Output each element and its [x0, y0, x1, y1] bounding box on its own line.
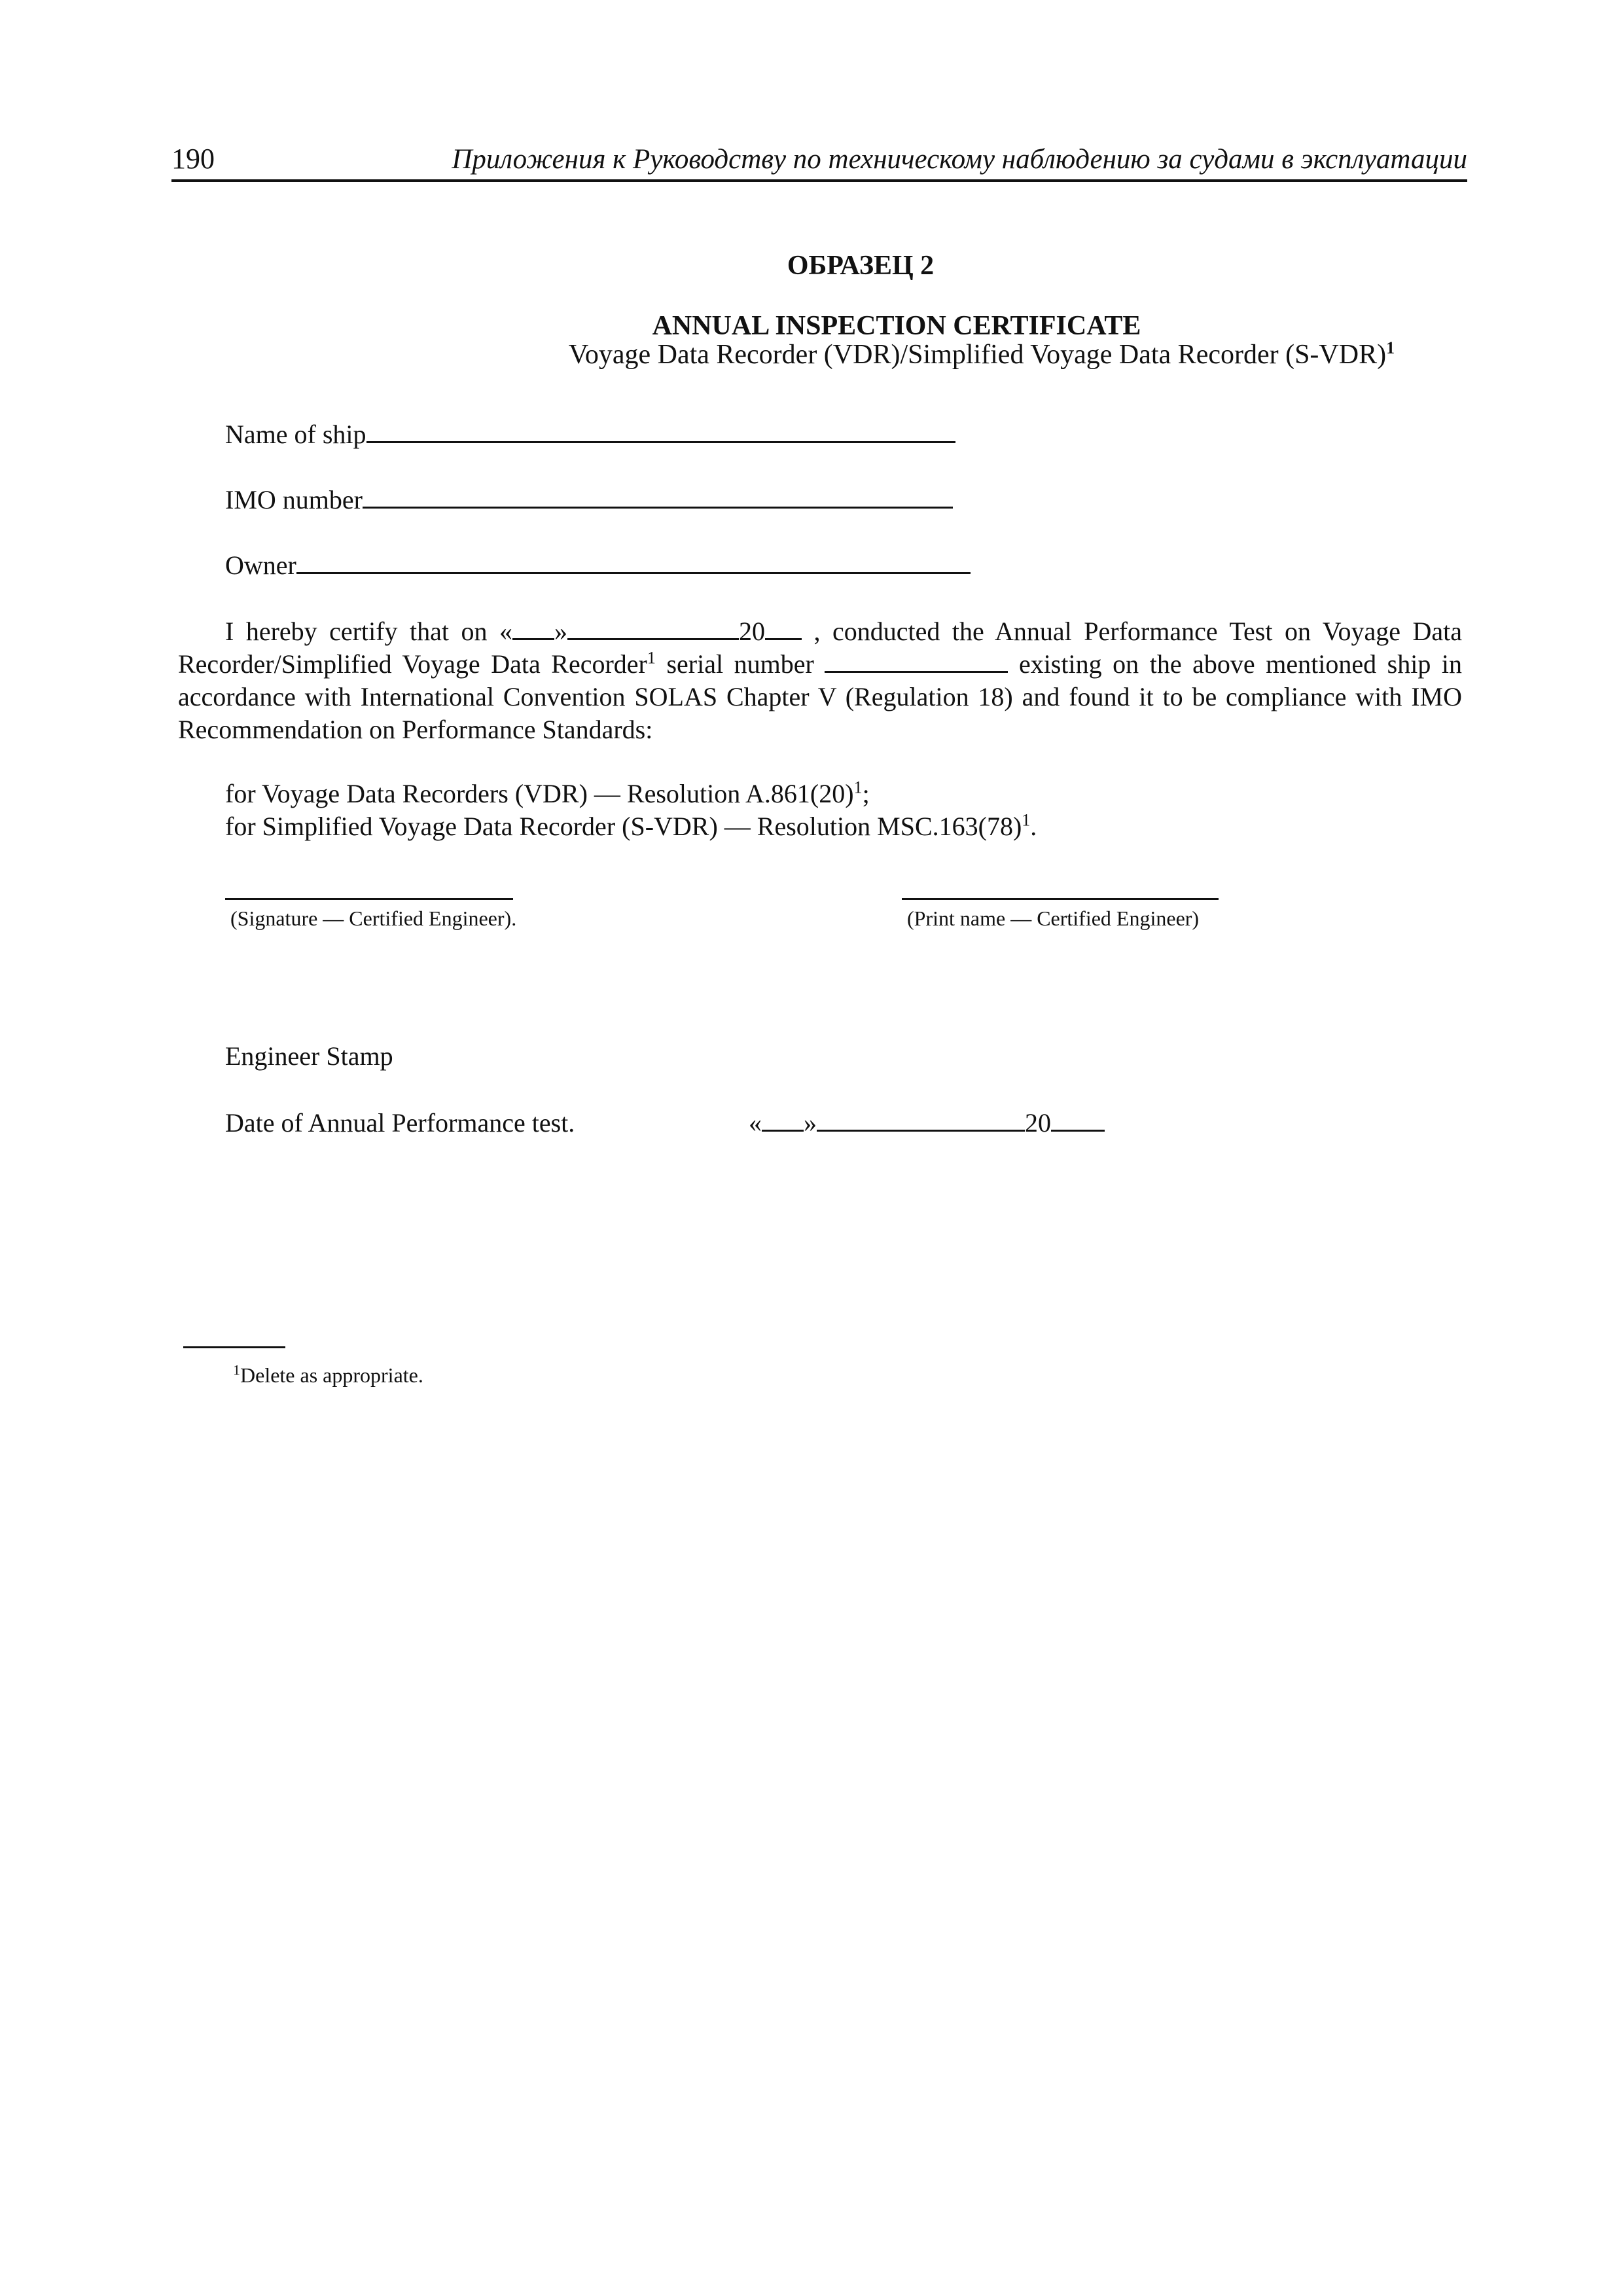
- sample-label-text: ОБРАЗЕЦ 2: [787, 251, 935, 281]
- footnote-ref: 1: [1386, 338, 1395, 357]
- standard-vdr: for Voyage Data Recorders (VDR) — Resolution $A.861(20)^1$;: [225, 778, 870, 808]
- print-name-caption: (Print name — Certified Engineer): [907, 906, 1200, 930]
- footnote-marker: 1: [233, 1361, 240, 1378]
- test-date-value: « » 20: [749, 1107, 1105, 1138]
- day-blank[interactable]: [512, 617, 554, 640]
- engineer-stamp-label: Engineer Stamp: [225, 1041, 393, 1071]
- page-number: 190: [171, 143, 215, 175]
- ship-name-field: [225, 419, 955, 450]
- test-date-row: [225, 1107, 1051, 1138]
- year-blank[interactable]: [765, 617, 802, 640]
- certificate-subtitle: [0, 339, 1623, 370]
- ship-name-input-line[interactable]: [366, 419, 955, 443]
- standards-list: [225, 778, 1037, 843]
- print-name-line[interactable]: [902, 898, 1219, 900]
- signature-line[interactable]: [225, 898, 513, 900]
- page-header: [171, 139, 1467, 182]
- serial-number-blank[interactable]: [825, 650, 1008, 673]
- signature-caption: (Signature — Certified Engineer).: [230, 906, 517, 930]
- footnote-ref: 1: [853, 778, 863, 797]
- certification-paragraph: I hereby certify that on « » 20 , conducted the Annual Performance Test on Voyage Data Recorder/Simplified Voyage Data Recorder$^1$ serial number existing on the above mentioned ship in accordance with International Convention SOLAS Chapter V (Regulation 18) and found it to be compliance with IMO Recommendation on Performance Standards:: [178, 617, 1462, 744]
- owner-field: [225, 550, 971, 581]
- certificate-title: [0, 310, 1623, 342]
- test-year-blank[interactable]: [1051, 1109, 1105, 1132]
- test-date-label: Date of Annual Performance test.: [225, 1108, 575, 1138]
- sample-label: [0, 250, 1623, 281]
- standard-svdr: for Simplified Voyage Data Recorder (S-VDR) — Resolution $MSC.163(78)^1$.: [225, 810, 1037, 841]
- owner-input-line[interactable]: [296, 550, 971, 574]
- print-name-block: [902, 898, 1219, 931]
- footnote-text: Delete as appropriate.: [240, 1363, 423, 1387]
- month-blank[interactable]: [567, 617, 739, 640]
- test-day-blank[interactable]: [762, 1109, 804, 1132]
- owner-label: Owner: [225, 550, 296, 580]
- running-title: Приложения к Руководству по техническому наблюдению за судами в эксплуатации: [452, 144, 1467, 175]
- test-month-blank[interactable]: [817, 1109, 1025, 1132]
- certificate-title-text: ANNUAL INSPECTION CERTIFICATE: [652, 311, 1141, 341]
- certificate-subtitle-text: Voyage Data Recorder (VDR)/Simplified Voyage Data Recorder (S-VDR): [568, 340, 1387, 370]
- footnote: [233, 1363, 423, 1388]
- footnote-divider: [183, 1346, 285, 1348]
- imo-number-input-line[interactable]: [363, 484, 953, 509]
- imo-number-field: [225, 484, 953, 515]
- signature-block: [225, 898, 517, 931]
- footnote-ref: 1: [1022, 810, 1031, 830]
- footnote-ref: 1: [647, 648, 656, 668]
- imo-number-label: IMO number: [225, 485, 363, 514]
- ship-name-label: Name of ship: [225, 420, 366, 449]
